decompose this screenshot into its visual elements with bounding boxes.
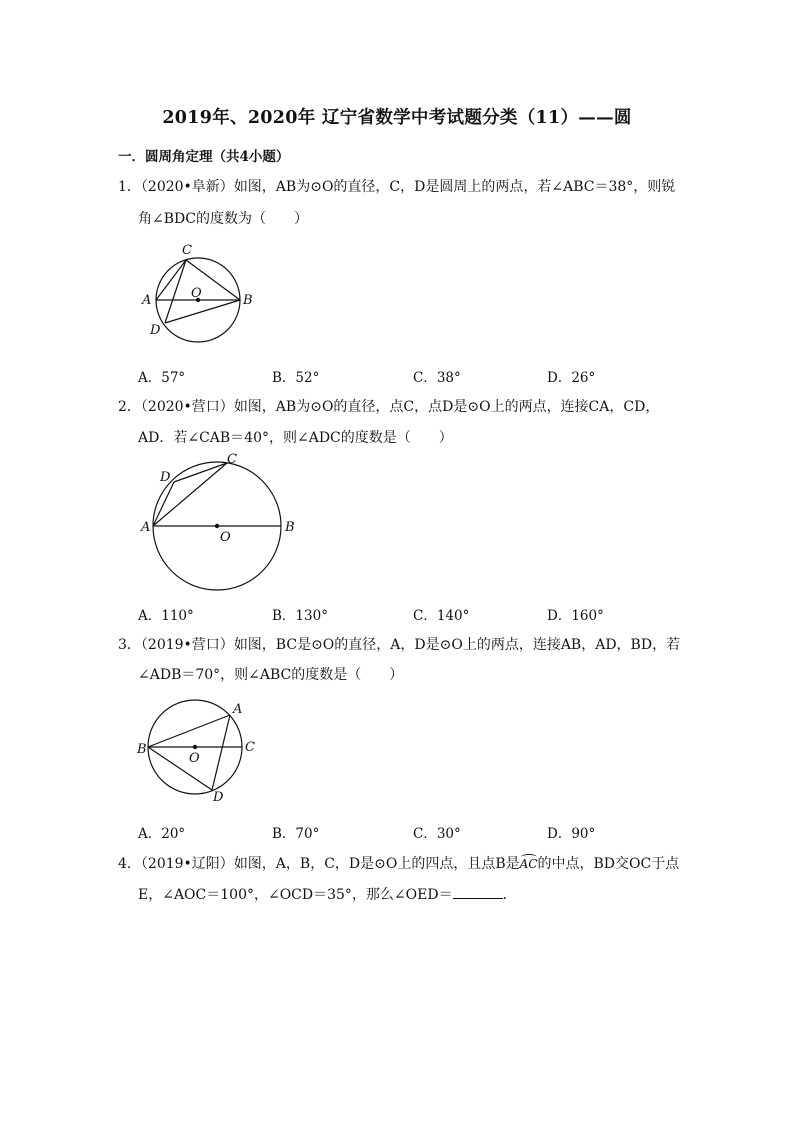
question-4-period: ． [502, 887, 517, 903]
question-1-source: （2020•阜新） [140, 179, 234, 195]
question-1-text: 如图，AB为⊙O的直径，C，D是圆周上的两点，若∠ABC＝38°，则锐 [233, 179, 676, 195]
q2-label-b: B [285, 520, 295, 535]
q1-label-c: C [182, 243, 192, 258]
q2-label-d: D [160, 470, 171, 485]
q3-label-a: A [233, 702, 243, 717]
question-1-option-d: D．26° [547, 370, 596, 386]
question-3-option-d: D．90° [547, 826, 596, 842]
question-3-option-b: B．70° [272, 826, 320, 842]
question-2-source: （2020•营口） [140, 399, 234, 415]
question-4-text-b: 的中点，BD交OC于点 [537, 856, 680, 872]
q3-segment-ad [212, 715, 230, 790]
question-4-source: （2019•辽阳） [140, 856, 234, 872]
question-2-option-a: A．110° [138, 608, 194, 624]
question-4-text-c: E，∠AOC＝100°，∠OCD＝35°，那么∠OED＝ [138, 887, 453, 903]
q2-label-c: C [227, 452, 237, 467]
arc-ac-notation: AC [519, 857, 538, 871]
q1-label-a: A [142, 293, 152, 308]
q3-label-o: O [189, 751, 200, 766]
question-2-number: 2． [118, 399, 141, 415]
question-2-option-d: D．160° [547, 608, 604, 624]
question-3-number: 3． [118, 637, 141, 653]
page-title: 2019年、2020年 辽宁省数学中考试题分类（11）——圆 [162, 108, 632, 128]
question-3-option-c: C．30° [413, 826, 461, 842]
question-3-line-2: ∠ADB＝70°，则∠ABC的度数是（ ） [138, 667, 404, 683]
question-1-number: 1． [118, 179, 141, 195]
question-2-option-c: C．140° [413, 608, 470, 624]
q1-label-d: D [150, 323, 161, 338]
question-4-number: 4． [118, 856, 141, 872]
q1-label-b: B [243, 293, 253, 308]
q3-label-c: C [245, 740, 255, 755]
q3-segment-bd [148, 747, 212, 790]
q3-label-b: B [137, 742, 147, 757]
q2-label-a: A [141, 520, 151, 535]
question-2-option-b: B．130° [272, 608, 328, 624]
q3-center-dot [193, 745, 197, 749]
question-4-text-a: 如图，A，B，C，D是⊙O上的四点，且点B是 [233, 856, 520, 872]
question-1-option-b: B．52° [272, 370, 320, 386]
section-heading: 一．圆周角定理（共4小题） [118, 149, 290, 165]
answer-blank[interactable] [453, 886, 503, 899]
question-3-option-a: A．20° [138, 826, 186, 842]
q3-segment-ba [148, 715, 230, 747]
question-4-line-2 [138, 884, 517, 904]
question-2-text: 如图，AB为⊙O的直径，点C，点D是⊙O上的两点，连接CA，CD， [233, 399, 660, 415]
question-1-option-a: A．57° [138, 370, 186, 386]
question-3-text: 如图，BC是⊙O的直径，A，D是⊙O上的两点，连接AB，AD，BD，若 [233, 637, 681, 653]
q1-label-o: O [191, 286, 202, 301]
question-4-line-1 [118, 853, 679, 873]
question-1-line-2: 角∠BDC的度数为（ ） [138, 211, 308, 227]
q2-label-o: O [220, 530, 231, 545]
question-2-line-2: AD．若∠CAB＝40°，则∠ADC的度数是（ ） [138, 430, 453, 446]
question-1-option-c: C．38° [413, 370, 461, 386]
question-3-source: （2019•营口） [140, 637, 234, 653]
q3-label-d: D [213, 790, 224, 805]
